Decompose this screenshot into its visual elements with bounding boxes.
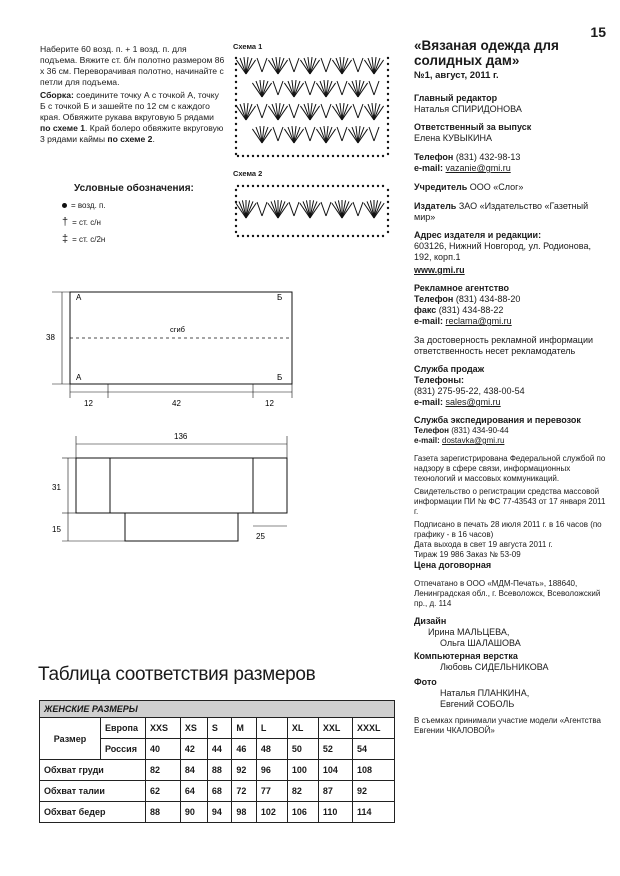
pattern-diagram-1	[40, 280, 300, 415]
cell: XXS	[146, 718, 181, 739]
label-a-top: А	[76, 293, 82, 302]
table-row-waist	[40, 781, 395, 802]
cell: 106	[287, 802, 318, 823]
dim-width: 136	[174, 432, 188, 441]
instructions-assembly	[40, 90, 225, 145]
price: Цена договорная	[414, 560, 492, 570]
ad-email-label: e-mail:	[414, 316, 444, 326]
cell: 42	[180, 739, 207, 760]
scheme1-chart	[234, 52, 392, 160]
legend-title: Условные обозначения:	[74, 183, 194, 194]
cell: 82	[287, 781, 318, 802]
ad-phone-label: Телефон	[414, 294, 454, 304]
designer-2: Ольга ШАЛАШОВА	[440, 638, 521, 648]
cell: 72	[232, 781, 257, 802]
cell: 102	[256, 802, 287, 823]
row-label: Европа	[101, 718, 146, 739]
instructions-para1: Наберите 60 возд. п. + 1 возд. п. для подъема. Вяжите ст. б/н полотно размером 86 х 36 см. Переворачивая полотно, начинайте с петли для подъема.	[40, 44, 225, 87]
label-b-top: Б	[277, 293, 283, 302]
photographer-2: Евгений СОБОЛЬ	[440, 699, 515, 709]
founder-label: Учредитель	[414, 182, 468, 192]
ad-disclaimer: За достоверность рекламной информации ответственность несет рекламодатель	[414, 335, 594, 356]
delivery-email-label: e-mail:	[414, 436, 440, 445]
delivery-phone-label: Телефон	[414, 426, 449, 435]
cell: 40	[146, 739, 181, 760]
cell: XXL	[318, 718, 352, 739]
registration: Газета зарегистрирована Федеральной службой по надзору в сфере связи, информационных технологий и массовых коммуникаций.	[414, 454, 606, 483]
release-date: Дата выхода в свет 19 августа 2011 г.	[414, 540, 553, 549]
fold-label: сгиб	[170, 325, 185, 334]
instructions	[40, 44, 225, 145]
dim-middle: 42	[172, 399, 181, 408]
assembly-text2: . Край болеро обвяжите вкруговую 3 рядами каймы	[40, 123, 224, 144]
cell: 87	[318, 781, 352, 802]
layout-label: Компьютерная верстка	[414, 651, 518, 661]
cell: 44	[207, 739, 232, 760]
cell: 77	[256, 781, 287, 802]
assembly-ref1: по схеме 1	[40, 123, 86, 133]
designer-1: Ирина МАЛЬЦЕВА,	[428, 627, 510, 637]
cell: XS	[180, 718, 207, 739]
page-number: 15	[590, 24, 606, 40]
table-row-chest	[40, 760, 395, 781]
sales-email-label: e-mail:	[414, 397, 444, 407]
row-label: Обхват бедер	[40, 802, 146, 823]
pattern-diagram-2	[40, 428, 300, 548]
table-row-europe	[40, 718, 395, 739]
responsible-label: Ответственный за выпуск	[414, 122, 532, 132]
cell: 50	[287, 739, 318, 760]
cell: S	[207, 718, 232, 739]
dim-height-2: 31	[52, 483, 61, 492]
cell: 64	[180, 781, 207, 802]
chief-editor-label: Главный редактор	[414, 93, 498, 103]
row-label: Обхват груди	[40, 760, 146, 781]
cell: 94	[207, 802, 232, 823]
layout-person: Любовь СИДЕЛЬНИКОВА	[440, 662, 549, 672]
ad-fax-label: факс	[414, 305, 437, 315]
table-section-row	[40, 701, 395, 718]
cell: 92	[232, 760, 257, 781]
size-label: Размер	[40, 718, 101, 760]
photo-label: Фото	[414, 677, 437, 687]
sales-phones-label: Телефоны:	[414, 375, 465, 385]
size-table	[39, 700, 395, 823]
email-label: e-mail:	[414, 163, 444, 173]
publisher: ЗАО «Издательство «Газетный мир»	[414, 201, 589, 222]
double-crochet-icon: ‡	[62, 233, 69, 245]
models-credit: В съемках принимали участие модели «Агентства Евгении ЧКАЛОВОЙ»	[414, 716, 601, 735]
cell: 46	[232, 739, 257, 760]
email-link[interactable]: vazanie@gmi.ru	[445, 163, 511, 173]
dim-bottom-left: 15	[52, 525, 61, 534]
cell: 52	[318, 739, 352, 760]
ad-email-link[interactable]: reclama@gmi.ru	[445, 316, 512, 326]
chief-editor: Наталья СПИРИДОНОВА	[414, 104, 522, 114]
cell: 62	[146, 781, 181, 802]
ad-phone: (831) 434-88-20	[455, 294, 521, 304]
label-a-bottom: А	[76, 373, 82, 382]
masthead	[414, 38, 610, 736]
cell: 114	[353, 802, 395, 823]
cell: 100	[287, 760, 318, 781]
delivery-label: Служба экспедирования и перевозок	[414, 415, 581, 425]
section-header: ЖЕНСКИЕ РАЗМЕРЫ	[40, 701, 395, 718]
publisher-label: Издатель	[414, 201, 457, 211]
delivery-phone: (831) 434-90-44	[451, 426, 509, 435]
issue: №1, август, 2011 г.	[414, 70, 499, 81]
row-label: Обхват талии	[40, 781, 146, 802]
phone: (831) 432-98-13	[455, 152, 521, 162]
photographer-1: Наталья ПЛАНКИНА,	[440, 688, 530, 698]
label-b-bottom: Б	[277, 373, 283, 382]
row-label: Россия	[101, 739, 146, 760]
cell: 96	[256, 760, 287, 781]
scheme2-chart	[234, 180, 392, 242]
responsible: Елена КУВЫКИНА	[414, 133, 492, 143]
assembly-label: Сборка:	[40, 90, 74, 100]
sales-label: Служба продаж	[414, 364, 485, 374]
dim-height: 38	[46, 333, 55, 342]
printer: Отпечатано в ООО «МДМ-Печать», 188640, Ленинградская обл., г. Всеволожск, Всеволожский пр., д. 114	[414, 579, 601, 608]
assembly-ref2: по схеме 2	[107, 134, 153, 144]
assembly-text: соедините точку А с точкой А, точку Б с точкой Б и зашейте по 12 см с каждого края. Обвяжите рукава вкруговую 5 рядами	[40, 90, 219, 122]
chain-stitch-icon	[62, 203, 67, 208]
cell: 90	[180, 802, 207, 823]
legend-item-chain: = возд. п.	[62, 197, 212, 214]
address-label: Адрес издателя и редакции:	[414, 230, 542, 240]
cell: 110	[318, 802, 352, 823]
phone-label: Телефон	[414, 152, 454, 162]
circulation: Тираж 19 986 Заказ № 53-09	[414, 550, 521, 559]
cell: 68	[207, 781, 232, 802]
ad-fax: (831) 434-88-22	[438, 305, 504, 315]
ad-agency-label: Рекламное агентство	[414, 283, 510, 293]
assembly-end: .	[152, 134, 155, 144]
size-table-title: Таблица соответствия размеров	[38, 664, 316, 685]
design-label: Дизайн	[414, 616, 447, 626]
cell: XXXL	[353, 718, 395, 739]
website-link[interactable]: www.gmi.ru	[414, 265, 465, 275]
single-crochet-icon: †	[62, 216, 69, 228]
scheme2-label: Схема 2	[233, 169, 263, 178]
cell: L	[256, 718, 287, 739]
cell: 84	[180, 760, 207, 781]
certificate: Свидетельство о регистрации средства массовой информации ПИ № ФС 77-43543 от 17 января 2011 г.	[414, 487, 606, 516]
cell: 88	[146, 802, 181, 823]
table-row-hips	[40, 802, 395, 823]
cell: 82	[146, 760, 181, 781]
cell: XL	[287, 718, 318, 739]
cell: 54	[353, 739, 395, 760]
dim-left: 12	[84, 399, 93, 408]
legend-item-double: ‡ = ст. с/2н	[62, 233, 106, 245]
legend	[62, 183, 212, 248]
sales-phones: (831) 275-95-22, 438-00-54	[414, 386, 525, 396]
magazine-title: «Вязаная одежда для солидных дам»	[414, 38, 559, 68]
cell: 98	[232, 802, 257, 823]
cell: 88	[207, 760, 232, 781]
founder: ООО «Слог»	[469, 182, 524, 192]
cell: M	[232, 718, 257, 739]
cell: 108	[353, 760, 395, 781]
cell: 92	[353, 781, 395, 802]
delivery-email-link[interactable]: dostavka@gmi.ru	[442, 436, 505, 445]
scheme1-label: Схема 1	[233, 42, 263, 51]
address: 603126, Нижний Новгород, ул. Родионова, 192, корп.1	[414, 241, 591, 262]
dim-bottom-right: 25	[256, 532, 265, 541]
cell: 48	[256, 739, 287, 760]
legend-item-single: † = ст. с/н	[62, 216, 101, 228]
cell: 104	[318, 760, 352, 781]
dim-right: 12	[265, 399, 274, 408]
sales-email-link[interactable]: sales@gmi.ru	[445, 397, 501, 407]
print-signed: Подписано в печать 28 июля 2011 г. в 16 часов (по графику - в 16 часов)	[414, 520, 602, 539]
